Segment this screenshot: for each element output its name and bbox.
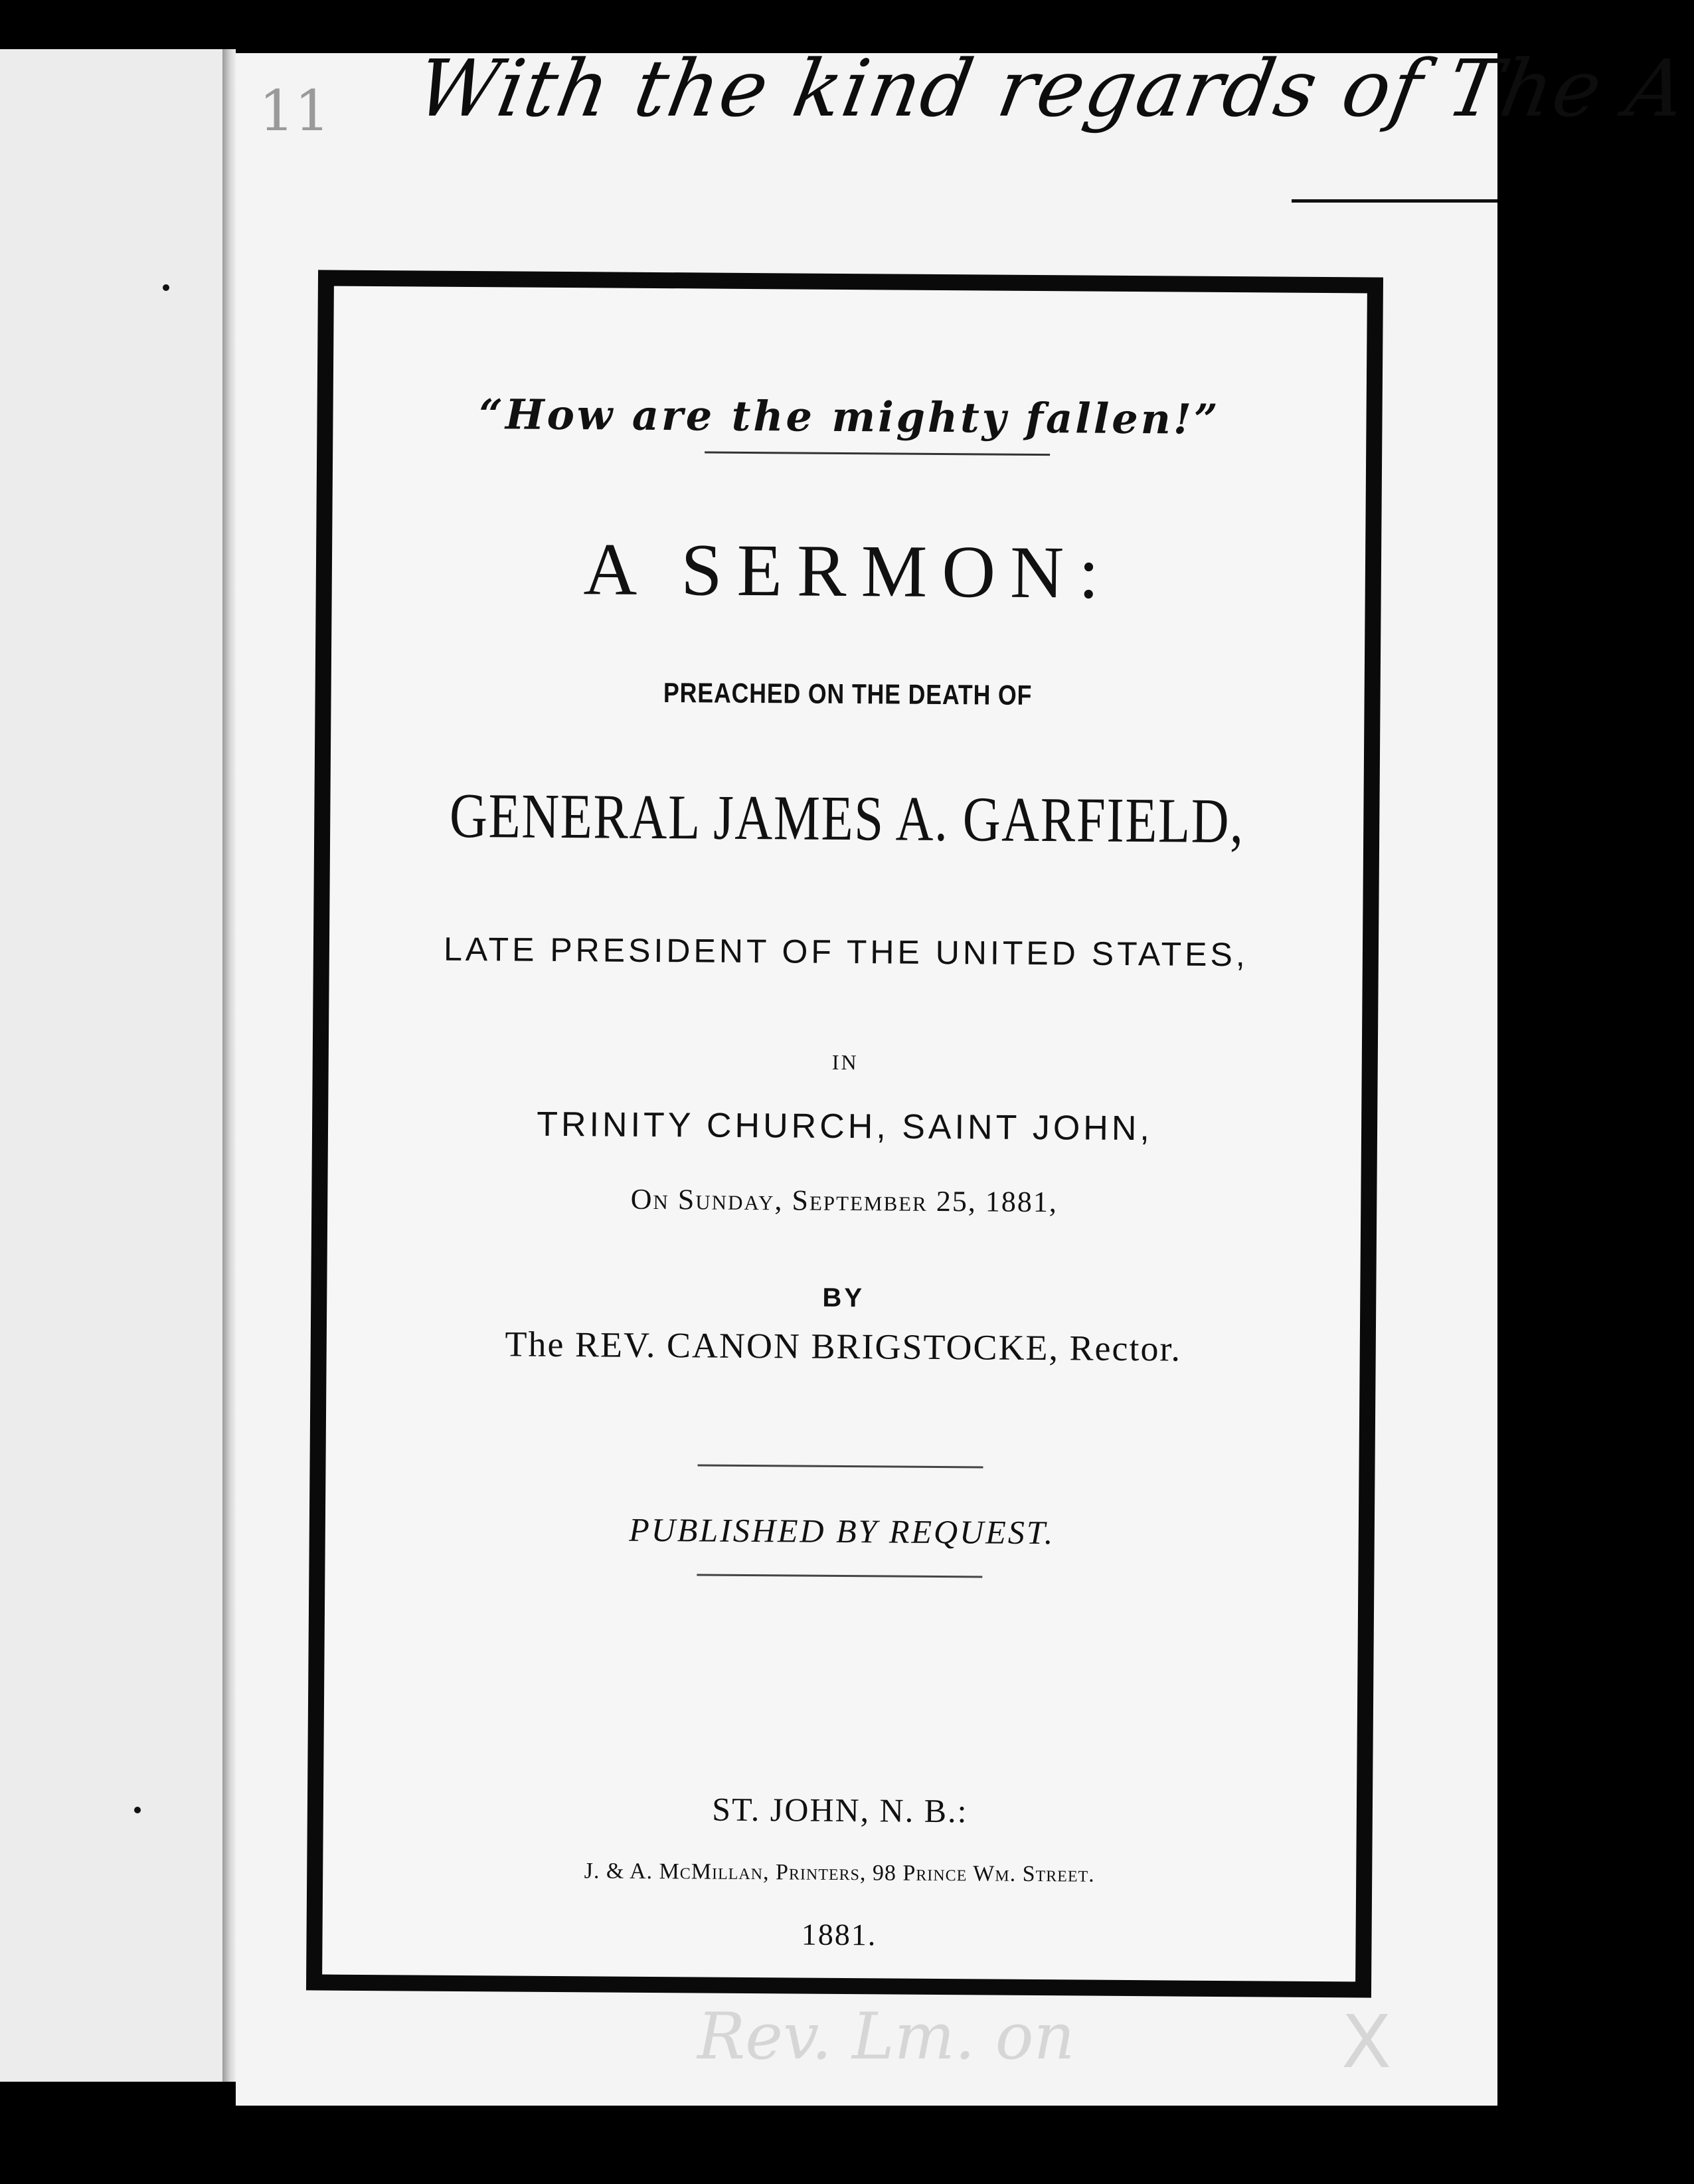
printers-line: J. & A. McMillan, Printers, 98 Prince Wm. Street. [584, 1859, 1095, 1887]
divider-rule [698, 1464, 983, 1468]
ink-speck [134, 1807, 141, 1813]
imprint-year: 1881. [801, 1917, 877, 1952]
faint-bleedthrough-text: Rev. Lm. on [697, 1999, 1075, 2074]
in-word: IN [831, 1049, 859, 1075]
motto-rule [705, 452, 1050, 456]
published-note: PUBLISHED BY REQUEST. [629, 1510, 1055, 1552]
faint-x-mark: X [1341, 1999, 1392, 2084]
inscription-underline [1292, 199, 1497, 203]
motto-quote: “How are the mighty fallen!” [479, 390, 1221, 444]
imprint-place: ST. JOHN, N. B.: [712, 1790, 968, 1830]
location-line: TRINITY CHURCH, SAINT JOHN, [537, 1105, 1153, 1148]
left-page-edge [0, 49, 222, 2082]
book-spine [222, 49, 236, 2082]
divider-rule [697, 1574, 982, 1578]
page-title: A SERMON: [583, 528, 1114, 614]
subject-name: GENERAL JAMES A. GARFIELD, [449, 779, 1244, 857]
date-line: On Sunday, September 25, 1881, [630, 1182, 1059, 1219]
handwritten-inscription: With the kind regards of The A [410, 43, 1694, 134]
by-word: BY [822, 1283, 865, 1313]
mourning-border-frame [306, 270, 1383, 1997]
ink-speck [163, 284, 169, 291]
pencil-mark: 11 [259, 78, 330, 143]
author-line: The REV. CANON BRIGSTOCKE, Rector. [505, 1324, 1182, 1369]
preached-line: PREACHED ON THE DEATH OF [663, 677, 1033, 711]
subject-role: LATE PRESIDENT OF THE UNITED STATES, [443, 930, 1248, 974]
